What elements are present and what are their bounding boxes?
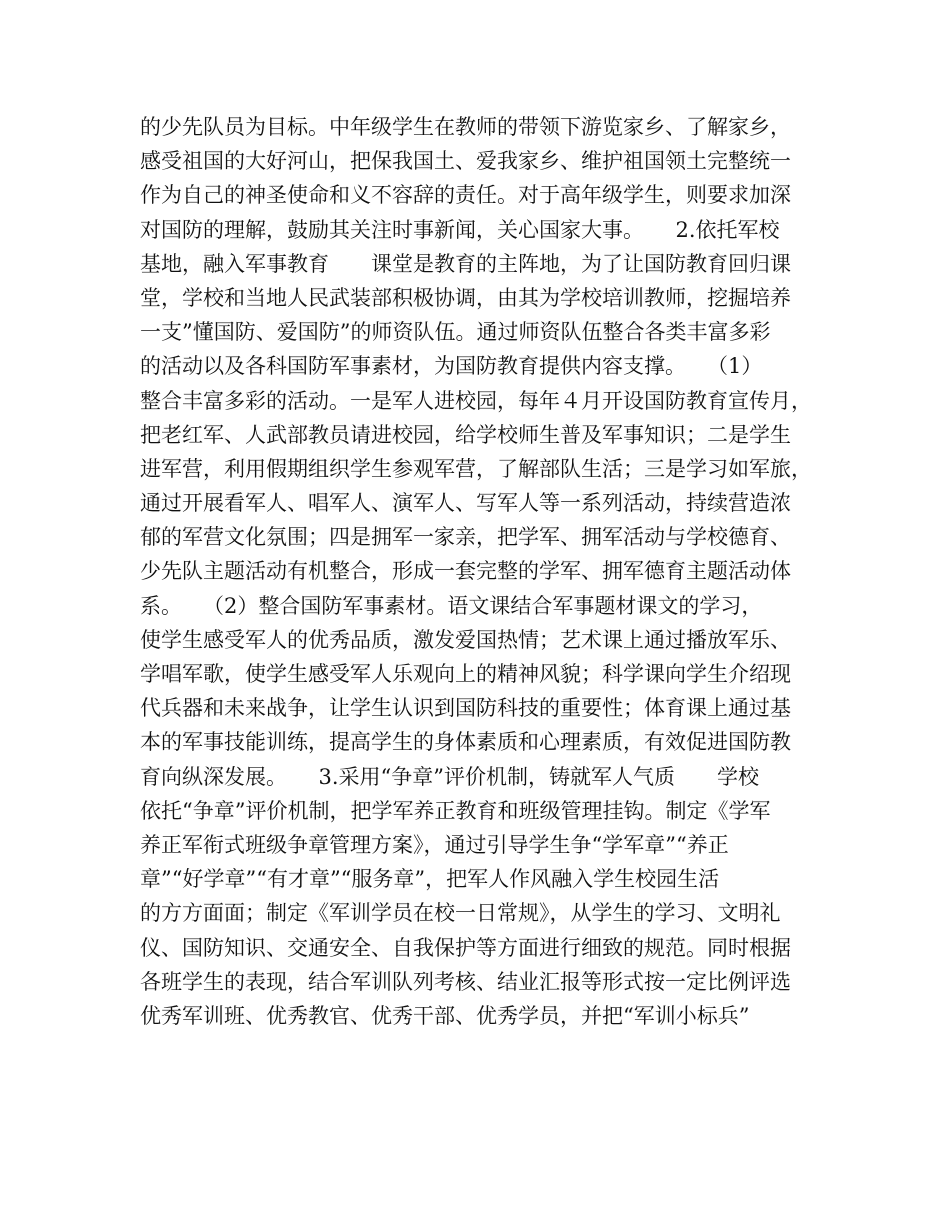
text-line: 养正军衔式班级争章管理方案》，通过引导学生争“学军章”“养正 bbox=[140, 832, 729, 857]
text-line: 整合丰富多彩的活动。一是军人进校园，每年４月开设国防教育宣传月， bbox=[140, 388, 812, 413]
text-line: 通过开展看军人、唱军人、演军人、写军人等一系列活动，持续营造浓 bbox=[140, 491, 791, 516]
text-line: 的方方面面；制定《军训学员在校一日常规》，从学生的学习、文明礼 bbox=[140, 901, 781, 926]
text-line: 使学生感受军人的优秀品质，激发爱国热情；艺术课上通过播放军乐、 bbox=[140, 627, 791, 652]
text-line: 进军营，利用假期组织学生参观军营，了解部队生活；三是学习如军旅， bbox=[140, 456, 812, 481]
text-line: 把老红军、人武部教员请进校园，给学校师生普及军事知识；二是学生 bbox=[140, 422, 791, 447]
text-line: 系。 （2）整合国防军事素材。语文课结合军事题材课文的学习， bbox=[140, 593, 763, 618]
text-line: 各班学生的表现，结合军训队列考核、结业汇报等形式按一定比例评选 bbox=[140, 969, 791, 994]
text-line: 本的军事技能训练，提高学生的身体素质和心理素质，有效促进国防教 bbox=[140, 730, 791, 755]
text-line: 作为自己的神圣使命和义不容辞的责任。对于高年级学生，则要求加深 bbox=[140, 183, 791, 208]
text-line: 章”“好学章”“有才章”“服务章”，把军人作风融入学生校园生活 bbox=[140, 867, 720, 892]
text-line: 代兵器和未来战争，让学生认识到国防科技的重要性；体育课上通过基 bbox=[140, 696, 791, 721]
body-text bbox=[140, 110, 830, 1033]
text-line: 堂，学校和当地人民武装部积极协调，由其为学校培训教师，挖掘培养 bbox=[140, 285, 791, 310]
text-line: 郁的军营文化氛围；四是拥军一家亲，把学军、拥军活动与学校德育、 bbox=[140, 525, 791, 550]
text-line: 感受祖国的大好河山，把保我国土、爱我家乡、维护祖国领土完整统一 bbox=[140, 149, 791, 174]
text-line: 育向纵深发展。 3.采用“争章”评价机制，铸就军人气质 学校 bbox=[140, 764, 760, 789]
text-line: 对国防的理解，鼓励其关注时事新闻，关心国家大事。 2.依托军校 bbox=[140, 217, 780, 242]
text-line: 依托“争章”评价机制，把学军养正教育和班级管理挂钩。制定《学军 bbox=[140, 798, 771, 823]
text-line: 的活动以及各科国防军事素材，为国防教育提供内容支撑。 （1） bbox=[140, 354, 763, 379]
text-line: 少先队主题活动有机整合，形成一套完整的学军、拥军德育主题活动体 bbox=[140, 559, 791, 584]
text-line: 基地，融入军事教育 课堂是教育的主阵地，为了让国防教育回归课 bbox=[140, 251, 791, 276]
text-line: 优秀军训班、优秀教官、优秀干部、优秀学员，并把“军训小标兵” bbox=[140, 1003, 750, 1028]
text-line: 仪、国防知识、交通安全、自我保护等方面进行细致的规范。同时根据 bbox=[140, 935, 791, 960]
text-line: 的少先队员为目标。中年级学生在教师的带领下游览家乡、了解家乡， bbox=[140, 115, 791, 139]
text-line: 学唱军歌，使学生感受军人乐观向上的精神风貌；科学课向学生介绍现 bbox=[140, 662, 791, 686]
text-line: 一支”懂国防、爱国防”的师资队伍。通过师资队伍整合各类丰富多彩 bbox=[140, 320, 771, 345]
